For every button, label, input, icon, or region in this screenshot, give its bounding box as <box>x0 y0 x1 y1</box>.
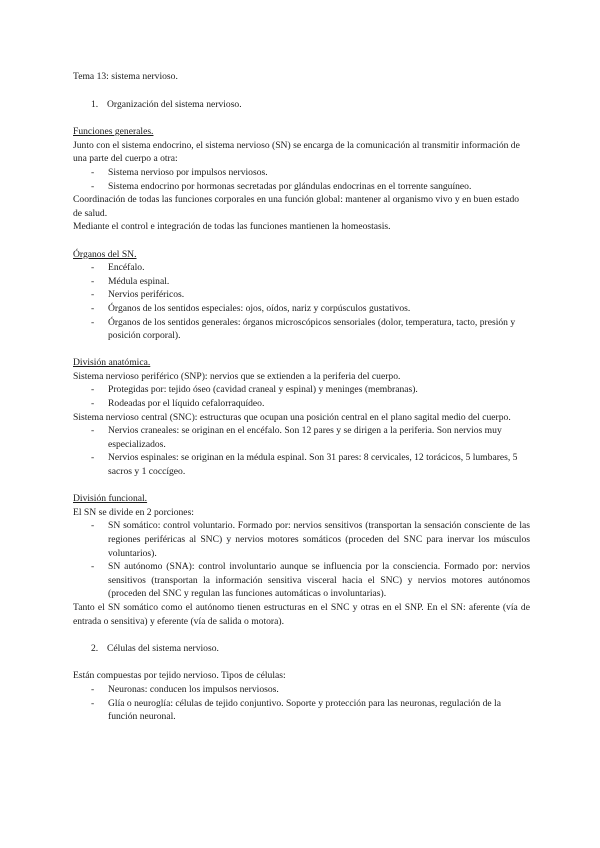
section-2-heading <box>73 642 530 656</box>
funcional-intro: El SN se divide en 2 porciones: <box>73 506 194 518</box>
list-item: - Órganos de los sentidos especiales: ojos, oídos, nariz y corpúsculos gustativos. <box>73 302 530 316</box>
funciones-paragraph: Coordinación de todas las funciones corporales en una función global: mantener al organismo vivo y en buen estado de salud. <box>73 194 520 219</box>
list-item: - SN autónomo (SNA): control involuntario aunque se influencia por la consciencia. Formado por: nervios sensitivos (transportan la información sensitiva visceral hacia el SNC) y nervios motores autónomos (proceden del SNC y regulan las funciones automáticas o involuntarias). <box>73 560 530 601</box>
funciones-intro: Junto con el sistema endocrino, el sistema nervioso (SN) se encarga de la comunicación al transmitir información de una parte del cuerpo a otra: <box>73 139 520 165</box>
list-item: - Médula espinal. <box>73 275 530 289</box>
snp-list <box>73 383 530 410</box>
list-item: - Rodeadas por el líquido cefalorraquídeo. <box>73 397 530 411</box>
funcional-list <box>73 519 530 601</box>
list-item: - Encéfalo. <box>73 261 530 275</box>
section-1-title: Organización del sistema nervioso. <box>107 98 242 110</box>
organos-heading: Órganos del SN. <box>73 248 137 260</box>
section-2-title: Células del sistema nervioso. <box>107 642 219 654</box>
list-item: - Sistema endocrino por hormonas secretadas por glándulas endocrinas en el torrente sanguíneo. <box>73 180 530 194</box>
celulas-list <box>73 683 530 724</box>
list-item: - Nervios periféricos. <box>73 288 530 302</box>
document-title: Tema 13: sistema nervioso. <box>73 71 178 82</box>
snc-paragraph: Sistema nervioso central (SNC): estructuras que ocupan una posición central en el plano sagital medio del cuerpo. <box>73 411 511 423</box>
section-1-heading <box>73 98 530 112</box>
list-item: - Sistema nervioso por impulsos nerviosos. <box>73 166 530 180</box>
funciones-heading: Funciones generales. <box>73 126 154 138</box>
snp-paragraph: Sistema nervioso periférico (SNP): nervios que se extienden a la periferia del cuerpo. <box>73 370 401 382</box>
funcional-heading: División funcional. <box>73 493 148 505</box>
list-item: - Glía o neuroglía: células de tejido conjuntivo. Soporte y protección para las neuronas, regulación de la función neuronal. <box>73 697 530 724</box>
list-item: - Neuronas: conducen los impulsos nerviosos. <box>73 683 530 697</box>
snc-list <box>73 424 530 478</box>
list-item: - SN somático: control voluntario. Formado por: nervios sensitivos (transportan la sensación consciente de las regiones periféricas al SNC) y nervios motores somáticos (proceden del SNC para inervar los músculos voluntarios). <box>73 519 530 560</box>
organos-list <box>73 261 530 343</box>
list-item: - Protegidas por: tejido óseo (cavidad craneal y espinal) y meninges (membranas). <box>73 383 530 397</box>
section-1-number: 1. <box>91 98 99 110</box>
celulas-intro: Están compuestas por tejido nervioso. Tipos de células: <box>73 670 286 682</box>
list-item: - Nervios espinales: se originan en la médula espinal. Son 31 pares: 8 cervicales, 12 torácicos, 5 lumbares, 5 sacros y 1 coccígeo. <box>73 451 530 478</box>
funcional-paragraph: Tanto el SN somático como el autónomo tienen estructuras en el SNC y otras en el SNP. En el SN: aferente (vía de entrada o sensitiva) y eferente (vía de salida o motora). <box>73 601 530 627</box>
anatomica-heading: División anatómica. <box>73 357 151 369</box>
list-item: - Órganos de los sentidos generales: órganos microscópicos sensoriales (dolor, temperatura, tacto, presión y posición corporal). <box>73 316 530 343</box>
list-item: - Nervios craneales: se originan en el encéfalo. Son 12 pares y se dirigen a la periferia. Son nervios muy especializados. <box>73 424 530 451</box>
funciones-list <box>73 166 530 193</box>
funciones-paragraph: Mediante el control e integración de todas las funciones mantienen la homeostasis. <box>73 221 391 233</box>
section-2-number: 2. <box>91 642 99 654</box>
